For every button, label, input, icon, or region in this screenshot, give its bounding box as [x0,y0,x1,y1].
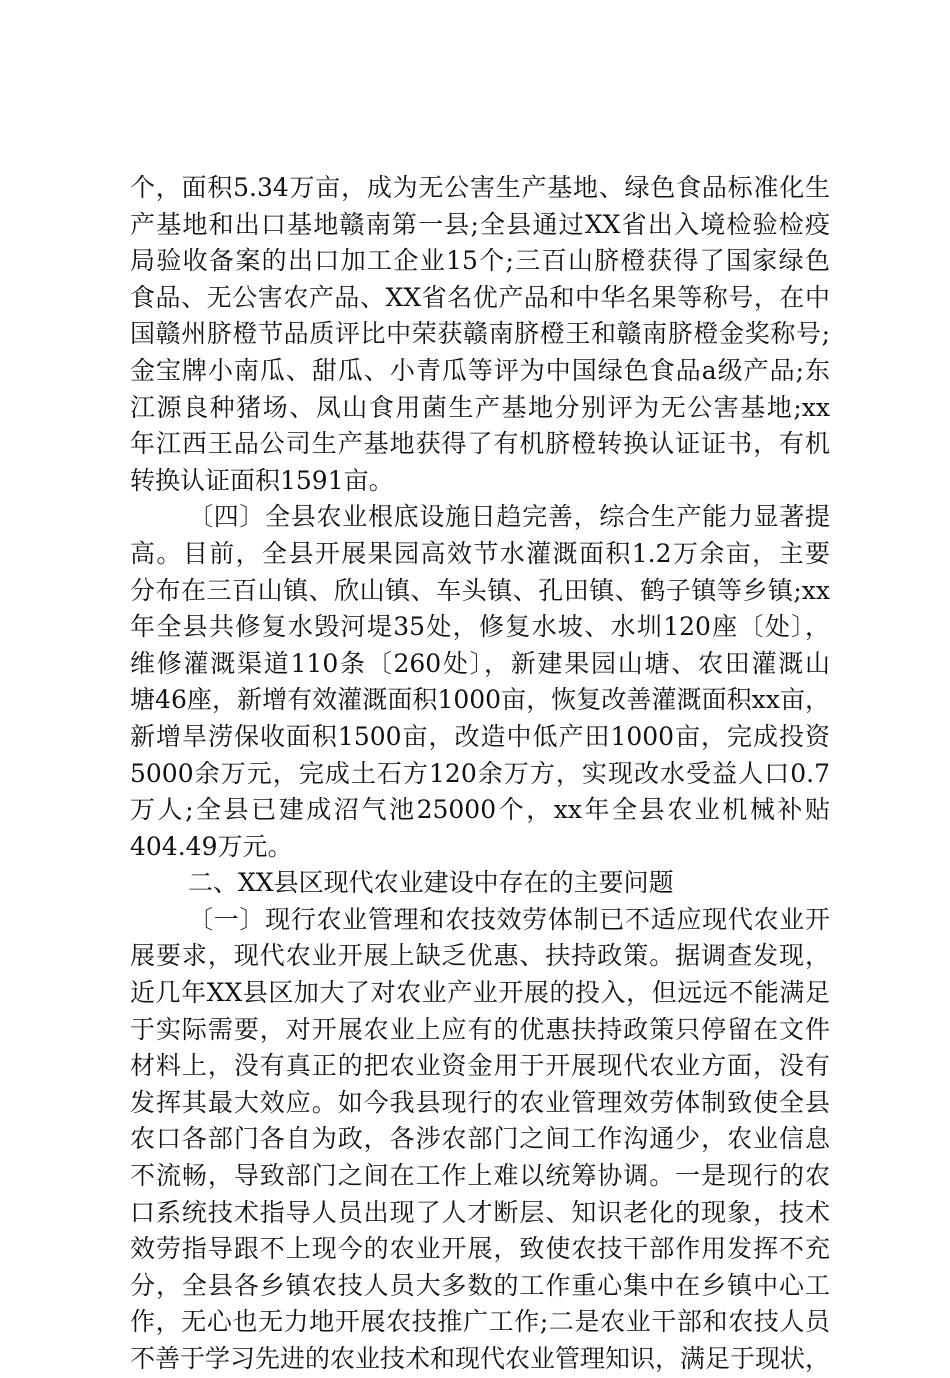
text-line: 局验收备案的出口加工企业15个;三百山脐橙获得了国家绿色 [130,246,830,276]
text-line: 年江西王品公司生产基地获得了有机脐橙转换认证证书，有机 [130,429,830,459]
text-line: 金宝牌小南瓜、甜瓜、小青瓜等评为中国绿色食品a级产品;东 [130,355,830,385]
text-line: 分布在三百山镇、欣山镇、车头镇、孔田镇、鹤子镇等乡镇;xx [130,575,830,605]
text-line: 食品、无公害农产品、XX省名优产品和中华名果等称号，在中 [130,282,830,312]
text-line: 分，全县各乡镇农技人员大多数的工作重心集中在乡镇中心工 [130,1270,830,1300]
text-line: 5000余万元，完成土石方120余万方，实现改水受益人口0.7 [130,758,830,788]
text-line: 〔一〕现行农业管理和农技效劳体制已不适应现代农业开 [188,904,830,934]
text-line: 国赣州脐橙节品质评比中荣获赣南脐橙王和赣南脐橙金奖称号; [130,319,830,349]
text-line: 效劳指导跟不上现今的农业开展，致使农技干部作用发挥不充 [130,1234,830,1264]
text-line: 近几年XX县区加大了对农业产业开展的投入，但远远不能满足 [130,978,830,1008]
text-line: 新增旱涝保收面积1500亩，改造中低产田1000亩，完成投资 [130,721,830,751]
text-line: 江源良种猪场、凤山食用菌生产基地分别评为无公害基地;xx [130,392,830,422]
text-line: 不善于学习先进的农业技术和现代农业管理知识，满足于现状， [130,1344,831,1373]
text-line: 维修灌溉渠道110条〔260处〕，新建果园山塘、农田灌溉山 [130,648,830,678]
text-line: 发挥其最大效应。如今我县现行的农业管理效劳体制致使全县 [130,1087,830,1117]
text-line: 二、XX县区现代农业建设中存在的主要问题 [188,868,674,898]
text-line: 展要求，现代农业开展上缺乏优惠、扶持政策。据调查发现， [130,941,830,971]
text-line: 材料上，没有真正的把农业资金用于开展现代农业方面，没有 [130,1051,830,1081]
text-line: 高。目前，全县开展果园高效节水灌溉面积1.2万余亩，主要 [130,538,830,568]
text-line: 转换认证面积1591亩。 [130,465,394,495]
text-line: 产基地和出口基地赣南第一县;全县通过XX省出入境检验检疫 [130,209,830,239]
body-text [130,170,830,1378]
text-line: 塘46座，新增有效灌溉面积1000亩，恢复改善灌溉面积xx亩， [130,685,830,715]
text-line: 于实际需要，对开展农业上应有的优惠扶持政策只停留在文件 [130,1014,830,1044]
text-line: 作，无心也无力地开展农技推广工作;二是农业干部和农技人员 [130,1307,830,1337]
text-line: 个，面积5.34万亩，成为无公害生产基地、绿色食品标准化生 [130,173,830,202]
text-line: 404.49万元。 [130,831,293,861]
text-line: 口系统技术指导人员出现了人才断层、知识老化的现象，技术 [130,1197,830,1227]
text-line: 农口各部门各自为政，各涉农部门之间工作沟通少，农业信息 [130,1124,830,1154]
text-line: 不流畅，导致部门之间在工作上难以统筹协调。一是现行的农 [130,1161,830,1191]
text-line: 年全县共修复水毁河堤35处，修复水坡、水圳120座〔处〕， [130,612,830,642]
text-line: 万人;全县已建成沼气池25000个，xx年全县农业机械补贴 [130,795,830,825]
text-line: 〔四〕全县农业根底设施日趋完善，综合生产能力显著提 [188,502,830,532]
